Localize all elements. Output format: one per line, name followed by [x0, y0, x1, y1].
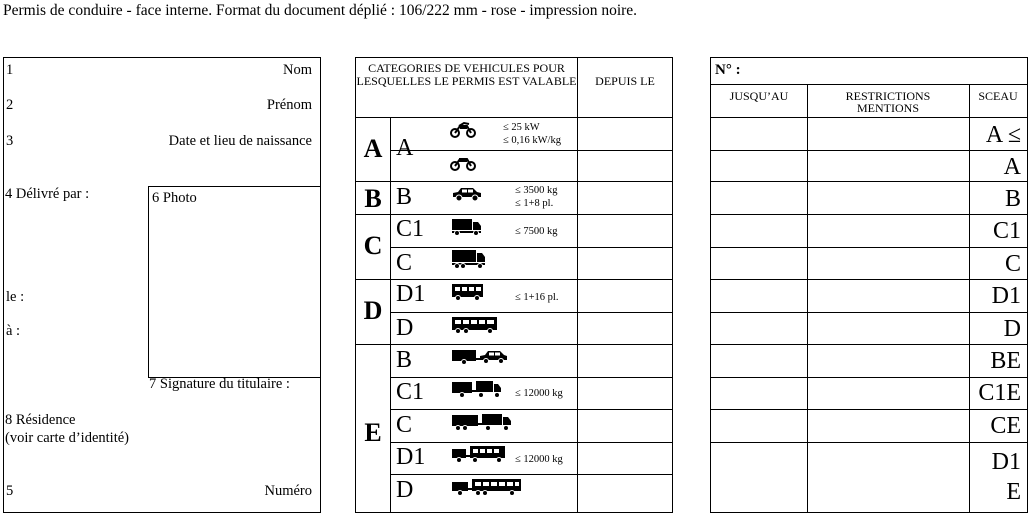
field-3-number: 3 — [6, 133, 14, 149]
car-icon — [452, 186, 482, 202]
cat-ce: C — [396, 412, 413, 438]
residence-note: (voir carte d’identité) — [5, 430, 129, 446]
spec-b-weight: ≤ 3500 kg — [515, 185, 558, 196]
divider — [390, 409, 672, 410]
header-jusqu-au: JUSQU’AU — [729, 89, 789, 103]
document-title: Permis de conduire - face interne. Format du document déplié : 106/222 mm - rose - impression noire. — [3, 2, 638, 19]
header-categories: CATEGORIES DE VEHICULES POUR LESQUELLES LE PERMIS EST VALABLE — [356, 61, 577, 88]
divider — [711, 117, 1027, 118]
field-le-label: le : — [6, 289, 25, 305]
divider — [711, 344, 1027, 345]
divider — [390, 474, 672, 475]
divider — [577, 58, 578, 512]
field-prenom-label: Prénom — [266, 97, 312, 113]
cat-a: A — [396, 135, 414, 161]
divider — [711, 181, 1027, 182]
cat-c: C — [396, 250, 413, 276]
divider — [711, 377, 1027, 378]
divider — [711, 279, 1027, 280]
cat-d: D — [396, 315, 414, 341]
field-delivre-label: 4 Délivré par : — [5, 186, 90, 202]
spec-d1-seats: ≤ 1+16 pl. — [515, 292, 559, 303]
residence-label: 8 Résidence — [5, 412, 76, 428]
seal-be: BE — [990, 348, 1021, 374]
field-a-label: à : — [6, 323, 21, 339]
divider — [711, 150, 1027, 151]
cat-c1: C1 — [396, 216, 425, 242]
header-restrictions: RESTRICTIONS MENTIONS — [845, 89, 931, 115]
divider — [390, 247, 672, 248]
group-b-letter: B — [364, 184, 382, 213]
trailer-icon — [452, 380, 502, 398]
divider — [356, 117, 672, 118]
truck-icon — [452, 249, 486, 269]
photo-box — [148, 186, 321, 378]
group-a-letter: A — [363, 134, 383, 163]
trailer-icon — [452, 478, 522, 496]
group-c-letter: C — [363, 231, 383, 260]
categories-panel — [355, 57, 673, 513]
seal-d1: D1 — [991, 449, 1021, 475]
cat-d1: D1 — [396, 281, 426, 307]
bus-icon — [452, 316, 498, 334]
motorcycle-icon — [450, 120, 476, 138]
divider — [711, 214, 1027, 215]
seal-ce: CE — [990, 413, 1021, 439]
spec-a-power: ≤ 25 kW — [503, 122, 540, 133]
seal-d: D — [1003, 316, 1021, 342]
divider — [969, 84, 970, 512]
spec-a-ratio: ≤ 0,16 kW/kg — [503, 135, 561, 146]
seal-a-limited: A ≤ — [985, 122, 1021, 148]
spec-b-seats: ≤ 1+8 pl. — [515, 198, 554, 209]
trailer-icon — [452, 445, 506, 463]
spec-c1e-weight: ≤ 12000 kg — [515, 388, 563, 399]
divider — [711, 84, 1027, 85]
field-naissance-label: Date et lieu de naissance — [168, 133, 312, 149]
divider — [711, 247, 1027, 248]
divider — [356, 279, 672, 280]
cat-c1e: C1 — [396, 379, 425, 405]
divider — [390, 442, 672, 443]
holder-info-panel — [3, 57, 321, 513]
seal-d1: D1 — [991, 283, 1021, 309]
field-numero-label: Numéro — [264, 483, 312, 499]
divider — [390, 118, 391, 512]
seal-a: A — [1003, 154, 1021, 180]
divider — [807, 84, 808, 512]
motorcycle-icon — [450, 153, 476, 171]
seal-c1: C1 — [992, 218, 1021, 244]
truck-icon — [452, 218, 482, 236]
seal-b: B — [1004, 186, 1021, 212]
group-e-letter: E — [364, 418, 382, 447]
field-nom-label: Nom — [283, 62, 312, 78]
spec-c1-weight: ≤ 7500 kg — [515, 226, 558, 237]
trailer-icon — [452, 413, 512, 431]
field-1-number: 1 — [6, 62, 14, 78]
divider — [356, 181, 672, 182]
bus-icon — [452, 283, 484, 301]
divider — [711, 312, 1027, 313]
field-5-number: 5 — [6, 483, 14, 499]
cat-de: D — [396, 477, 414, 503]
signature-label: 7 Signature du titulaire : — [149, 376, 290, 392]
header-sceau: SCEAU — [978, 89, 1018, 103]
seal-e: E — [1006, 479, 1021, 505]
cat-b: B — [396, 184, 413, 210]
seal-c1e: C1E — [978, 380, 1021, 406]
field-2-number: 2 — [6, 97, 14, 113]
divider — [390, 312, 672, 313]
seal-c: C — [1004, 251, 1021, 277]
cat-d1e: D1 — [396, 444, 426, 470]
divider — [390, 150, 672, 151]
divider — [390, 377, 672, 378]
photo-label: 6 Photo — [152, 190, 197, 206]
divider — [356, 344, 672, 345]
restrictions-panel — [710, 57, 1028, 513]
cat-be: B — [396, 347, 413, 373]
trailer-icon — [452, 348, 508, 366]
number-label: N° : — [715, 62, 741, 78]
divider — [356, 214, 672, 215]
divider — [711, 442, 1027, 443]
divider — [711, 409, 1027, 410]
group-d-letter: D — [363, 296, 383, 325]
header-depuis-le: DEPUIS LE — [595, 74, 655, 88]
spec-d1e-weight: ≤ 12000 kg — [515, 454, 563, 465]
